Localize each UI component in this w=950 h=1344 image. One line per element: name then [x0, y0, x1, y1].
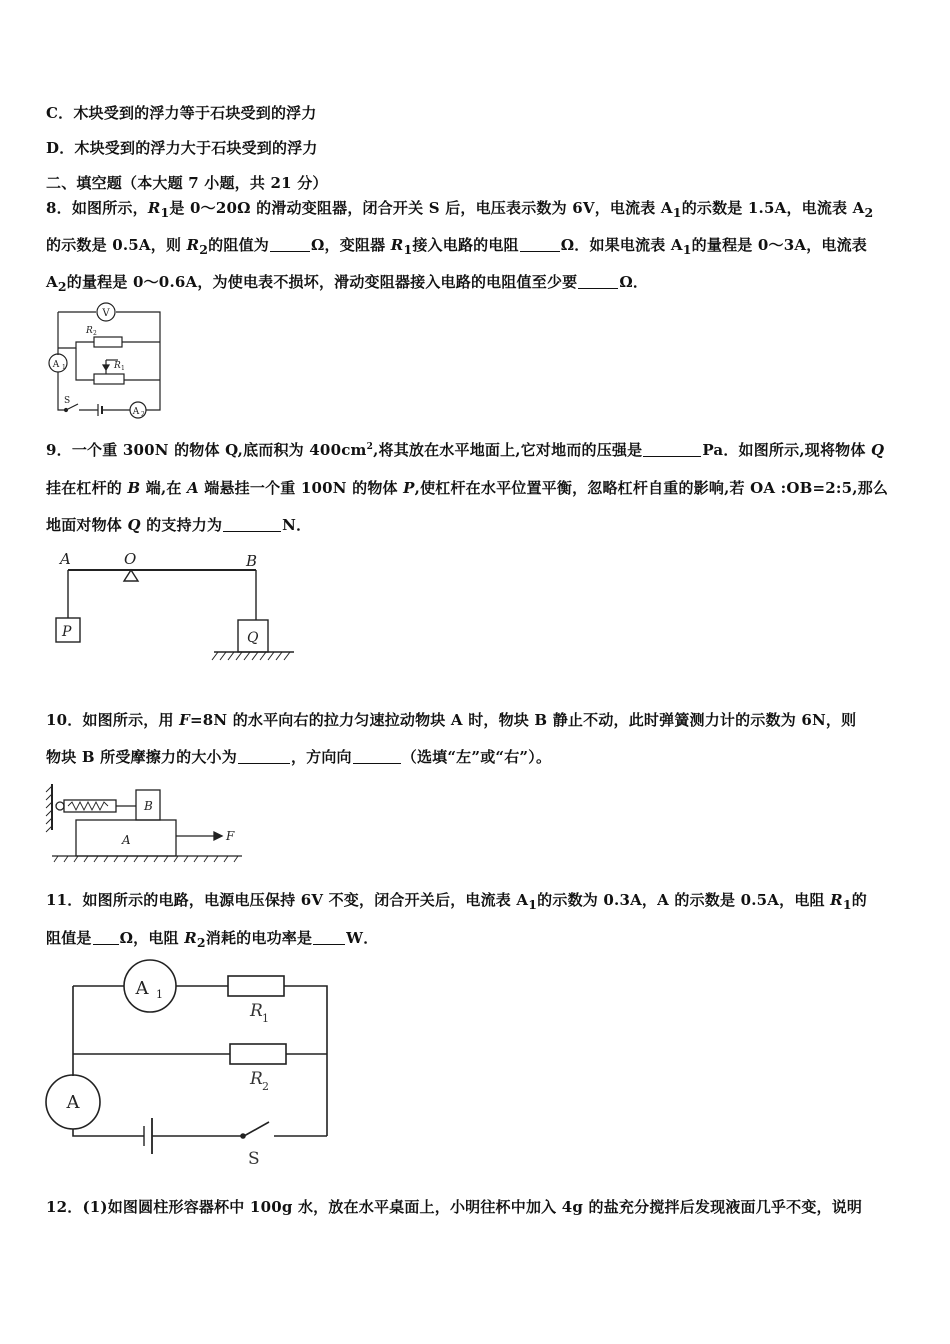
svg-text:B: B: [246, 552, 258, 570]
answer-blank[interactable]: [238, 749, 290, 764]
option-c: C．木块受到的浮力等于石块受到的浮力: [46, 104, 317, 122]
svg-text:S: S: [248, 1149, 260, 1169]
svg-text:1: 1: [62, 364, 66, 371]
svg-text:F: F: [226, 829, 235, 843]
svg-text:2: 2: [93, 330, 97, 337]
answer-blank[interactable]: [223, 517, 281, 532]
svg-text:R: R: [250, 1069, 263, 1089]
svg-text:1: 1: [156, 988, 163, 1001]
option-d: D．木块受到的浮力大于石块受到的浮力: [46, 139, 318, 157]
q9-line-2: 挂在杠杆的 B 端,在 A 端悬挂一个重 100N 的物体 P,使杠杆在水平位置平衡，忽略杠杆自重的影响,若 OA :OB=2:5,那么: [46, 479, 889, 497]
answer-blank[interactable]: [520, 237, 560, 252]
resistor-r1: [228, 976, 284, 996]
svg-text:P: P: [62, 624, 72, 640]
q9-line-1: 9．一个重 300N 的物体 Q,底而积为 $400cm^2$,将其放在水平地面上,它对地而的压强是 Pa．如图所示,现将物体 Q: [46, 441, 885, 459]
q11-line-1: 11．如图所示的电路，电源电压保持 6V 不变，闭合开关后，电流表 $A_1$的示数为 0.3A，A 的示数是 0.5A，电阻 $R_1$的: [46, 891, 867, 912]
q9-lever-diagram: [46, 548, 306, 678]
svg-text:Q: Q: [247, 630, 259, 646]
fulcrum-icon: [124, 570, 138, 581]
q11-line-2: 阻值是 Ω，电阻 $R_2$消耗的电功率是 W．: [46, 929, 379, 950]
svg-text:A: A: [60, 550, 71, 568]
rheostat-r1: [94, 374, 124, 384]
q8-line-2: 的示数是 0.5A，则 $R_2$的阻值为 Ω，变阻器 $R_1$接入电路的电阻 Ω．如果电流表 $A_1$的量程是 0～3A，电流表: [46, 236, 868, 257]
answer-blank[interactable]: [93, 930, 119, 945]
answer-blank[interactable]: [313, 930, 345, 945]
resistor-r2: [94, 337, 122, 347]
ammeter-a1-icon: [124, 960, 176, 1012]
answer-blank[interactable]: [270, 237, 310, 252]
svg-text:A: A: [66, 1092, 80, 1113]
svg-text:1: 1: [121, 365, 125, 372]
svg-text:V: V: [102, 308, 110, 319]
svg-text:R: R: [114, 361, 121, 371]
answer-blank[interactable]: [578, 274, 618, 289]
q10-friction-diagram: [46, 780, 246, 870]
svg-text:A: A: [132, 407, 140, 417]
svg-text:R: R: [86, 326, 93, 336]
svg-text:A: A: [135, 978, 149, 999]
q12-line-1: 12．(1)如图圆柱形容器杯中 100g 水，放在水平桌面上，小明往杯中加入 4g 的盐充分搅拌后发现液面几乎不变，说明: [46, 1198, 863, 1216]
svg-text:2: 2: [141, 411, 145, 418]
section-heading: 二、填空题（本大题 7 小题，共 21 分）: [46, 174, 328, 192]
svg-text:1: 1: [262, 1012, 269, 1025]
q10-line-1: 10．如图所示，用 F=8N 的水平向右的拉力匀速拉动物块 A 时，物块 B 静止不动，此时弹簧测力计的示数为 6N，则: [46, 711, 857, 729]
switch-icon: [244, 1122, 269, 1136]
q8-circuit-diagram: [46, 300, 166, 418]
svg-text:R: R: [250, 1001, 263, 1021]
svg-text:S: S: [64, 396, 71, 406]
q10-line-2: 物块 B 所受摩擦力的大小为 ，方向向 （选填“左”或“右”）。: [46, 748, 552, 766]
svg-text:O: O: [124, 550, 137, 568]
svg-text:B: B: [144, 799, 153, 813]
answer-blank[interactable]: [643, 442, 701, 457]
resistor-r2: [230, 1044, 286, 1064]
svg-text:A: A: [122, 833, 131, 847]
q11-circuit-diagram: [44, 958, 344, 1170]
q8-line-3: $A_2$的量程是 0～0.6A，为使电表不损坏，滑动变阻器接入电路的电阻值至少要 Ω．: [46, 273, 649, 294]
svg-text:A: A: [52, 360, 60, 370]
q9-line-3: 地面对物体 Q 的支持力为 N．: [46, 516, 312, 534]
answer-blank[interactable]: [353, 749, 401, 764]
svg-text:2: 2: [262, 1080, 269, 1093]
q8-line-1: 8．如图所示，$R_1$是 0～20Ω 的滑动变阻器，闭合开关 S 后，电压表示数为 6V，电流表 $A_1$的示数是 1.5A，电流表 $A_2$: [46, 199, 874, 220]
